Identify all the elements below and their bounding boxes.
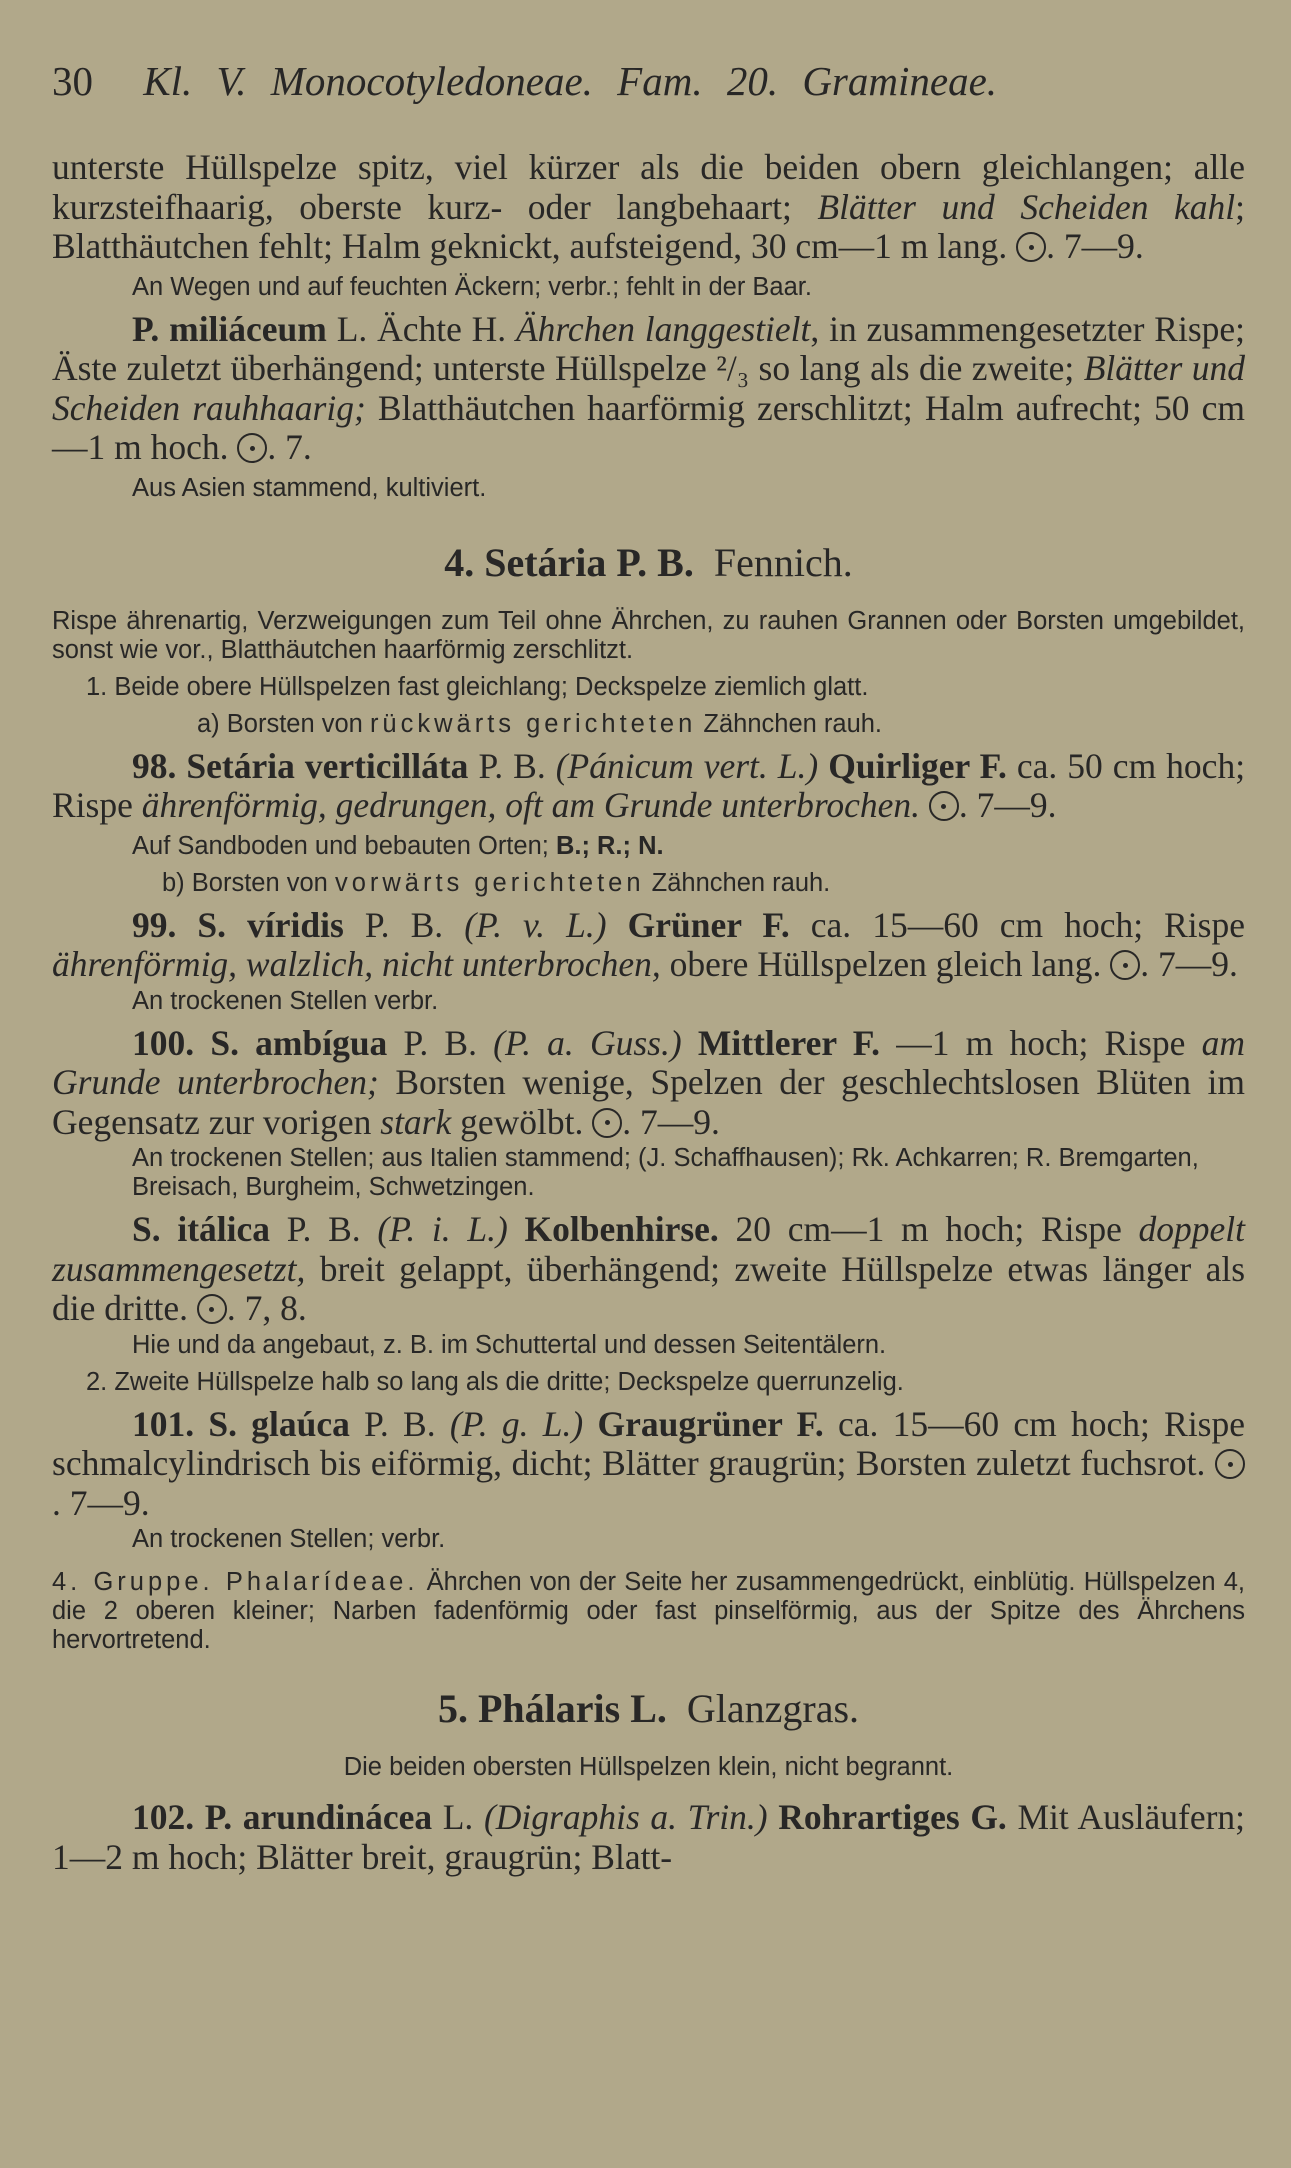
genus-description: Rispe ährenartig, Verzweigungen zum Teil ohne Ährchen, zu rauhen Grannen oder Borsten umgebildet, sonst wie vor., Blatthäutchen haarförmig zerschlitzt. xyxy=(52,606,1245,664)
genus-heading-setaria: 4. Setária P. B. Fennich. xyxy=(444,539,853,585)
group-description: 4. Gruppe. Phalarídeae. Ährchen von der Seite her zusammengedrückt, einblütig. Hüllspelzen 4, die 2 oberen kleiner; Narben fadenförmig oder fast pinselförmig, aus der Spitze des Ährchens hervortretend. xyxy=(52,1568,1245,1654)
key-item: 2. Zweite Hüllspelze halb so lang als die dritte; Deckspelze querrunzelig. xyxy=(86,1367,904,1396)
annual-plant-icon xyxy=(929,791,959,821)
running-title: Kl. V. Monocotyledoneae. Fam. 20. Gramineae. xyxy=(143,58,998,104)
genus-heading-phalaris: 5. Phálaris L. Glanzgras. xyxy=(437,1686,860,1731)
species-entry-102: 102. P. arundinácea L. (Digraphis a. Trin.) Rohrartiges G. Mit Ausläufern; 1—2 m hoch; Blätter breit, graugrün; Blatt- xyxy=(52,1797,1246,1877)
species-entry-italica: S. itálica P. B. (P. i. L.) Kolbenhirse. 20 cm—1 m hoch; Rispe doppelt zusammengesetzt, breit gelappt, überhängend; zweite Hüllspelze etwas länger als die dritte. . 7, 8. xyxy=(52,1209,1246,1328)
habitat-note: Auf Sandboden und bebauten Orten; B.; R.; N. xyxy=(132,831,664,860)
habitat-note: An Wegen und auf feuchten Äckern; verbr.; fehlt in der Baar. xyxy=(132,272,812,301)
key-item: a) Borsten von rückwärts gerichteten Zähnchen rauh. xyxy=(197,709,883,738)
habitat-note: An trockenen Stellen verbr. xyxy=(132,986,439,1015)
key-item: b) Borsten von vorwärts gerichteten Zähnchen rauh. xyxy=(162,868,831,897)
habitat-note: An trockenen Stellen; aus Italien stammend; (J. Schaffhausen); Rk. Achkarren; R. Bremgarten, Breisach, Burgheim, Schwetzingen. xyxy=(132,1144,1199,1201)
species-entry-98: 98. Setária verticilláta P. B. (Pánicum vert. L.) Quirliger F. ca. 50 cm hoch; Rispe ährenförmig, gedrungen, oft am Grunde unterbrochen. . 7—9. xyxy=(52,745,1246,825)
running-header xyxy=(52,52,1245,110)
annual-plant-icon xyxy=(1215,1449,1245,1479)
page-number: 30 xyxy=(52,58,93,104)
annual-plant-icon xyxy=(197,1294,227,1324)
habitat-note: Hie und da angebaut, z. B. im Schuttertal und dessen Seitentälern. xyxy=(132,1330,887,1359)
habitat-note: Aus Asien stammend, kultiviert. xyxy=(132,473,487,502)
key-item: 1. Beide obere Hüllspelzen fast gleichlang; Deckspelze ziemlich glatt. xyxy=(86,672,869,701)
annual-plant-icon xyxy=(592,1108,622,1138)
panicum-crus-galli-description: unterste Hüllspelze spitz, viel kürzer als die beiden obern gleichlangen; alle kurzsteifhaarig, oberste kurz- oder langbehaart; Blätter und Scheiden kahl; Blatthäutchen fehlt; Halm geknickt, aufsteigend, 30 cm—1 m lang. . 7—9. xyxy=(52,147,1245,266)
annual-plant-icon xyxy=(1110,950,1140,980)
species-entry-99: 99. S. víridis P. B. (P. v. L.) Grüner F. ca. 15—60 cm hoch; Rispe ährenförmig, walzlich, nicht unterbrochen, obere Hüllspelzen gleich lang. . 7—9. xyxy=(52,904,1245,984)
habitat-note: An trockenen Stellen; verbr. xyxy=(132,1525,446,1553)
annual-plant-icon xyxy=(1016,232,1046,262)
species-entry-miliaceum: P. miliáceum L. Ächte H. Ährchen langgestielt, in zusammengesetzter Rispe; Äste zuletzt überhängend; unterste Hüllspelze ²/₃ so lang als die zweite; Blätter und Scheiden rauhhaarig; Blatthäutchen haarförmig zerschlitzt; Halm aufrecht; 50 cm—1 m hoch. . 7. xyxy=(52,308,1246,467)
genus-description: Die beiden obersten Hüllspelzen klein, nicht begrannt. xyxy=(343,1753,954,1781)
species-entry-101: 101. S. glaúca P. B. (P. g. L.) Graugrüner F. ca. 15—60 cm hoch; Rispe schmalcylindrisch bis eiförmig, dicht; Blätter graugrün; Borsten zuletzt fuchsrot. . 7—9. xyxy=(52,1403,1246,1523)
species-entry-100: 100. S. ambígua P. B. (P. a. Guss.) Mittlerer F. —1 m hoch; Rispe am Grunde unterbrochen; Borsten wenige, Spelzen der geschlechtslosen Blüten im Gegensatz zur vorigen stark gewölbt. . 7—9. xyxy=(52,1022,1246,1142)
annual-plant-icon xyxy=(237,433,267,463)
